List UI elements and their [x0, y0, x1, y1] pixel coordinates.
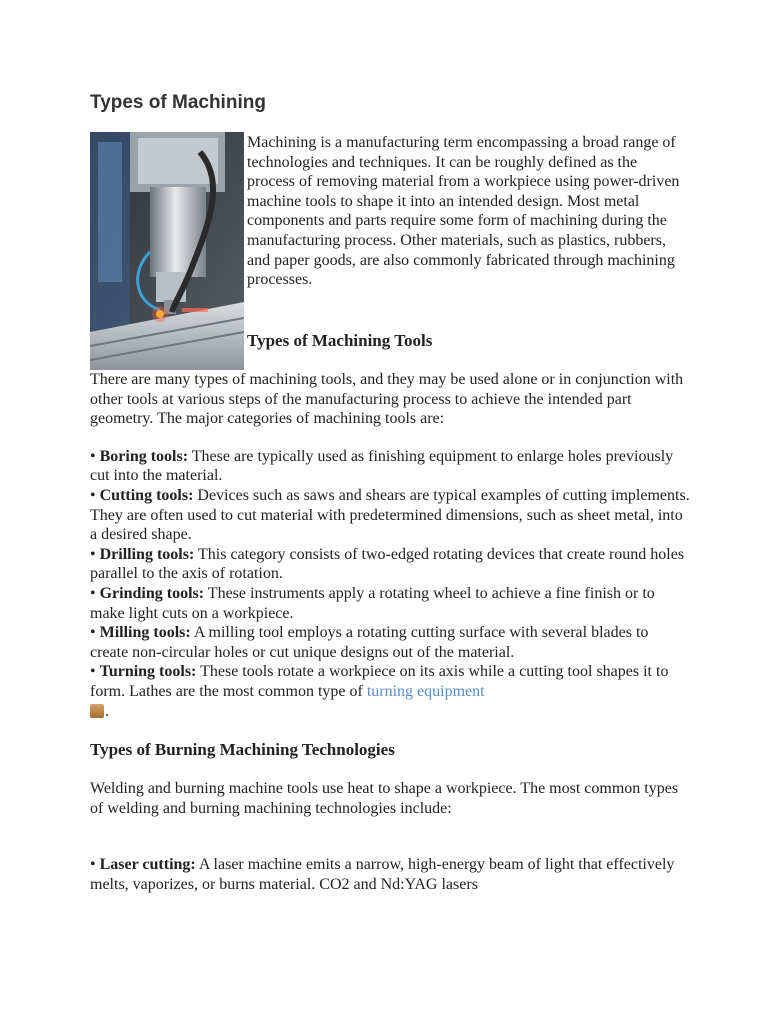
list-item-desc: A milling tool employs a rotating cutting surface with several blades to create non-circular holes or cut unique designs out of the material.	[90, 624, 649, 661]
intro-paragraph: Machining is a manufacturing term encompassing a broad range of technologies and techniques. It can be roughly defined as the process of removing material from a workpiece using power-driven machine tools to shape it into an intended design. Most metal components and parts require some form of machining during the manufacturing process. Other materials, such as plastics, rubbers, and paper goods, are also commonly fabricated through machining processes.	[247, 134, 680, 289]
list-item: • Drilling tools: This category consists of two-edged rotating devices that create round holes parallel to the axis of rotation.	[90, 545, 685, 583]
burning-heading: Types of Burning Machining Technologies	[90, 740, 395, 760]
list-item-term: Laser cutting:	[99, 856, 196, 874]
turning-equipment-link[interactable]: turning equipment	[366, 682, 485, 700]
list-item-term: Drilling tools:	[99, 545, 195, 563]
cnc-machine-illustration	[90, 132, 244, 370]
list-item-desc: A laser machine emits a narrow, high-energy beam of light that effectively melts, vaporizes, or burns material. CO2 and Nd:YAG lasers	[90, 856, 675, 893]
tools-heading: Types of Machining Tools	[247, 331, 433, 350]
list-item: • Laser cutting: A laser machine emits a narrow, high-energy beam of light that effectively melts, vaporizes, or burns material. CO2 and Nd:YAG lasers	[90, 856, 675, 893]
list-item-term: Turning tools:	[99, 663, 197, 681]
list-item-desc: This category consists of two-edged rotating devices that create round holes parallel to the axis of rotation.	[90, 545, 685, 583]
list-item-desc: Devices such as saws and shears are typical examples of cutting implements. They are often used to cut material with predetermined dimensions, such as sheet metal, into a desired shape.	[90, 486, 690, 544]
list-item: • Boring tools: These are typically used as finishing equipment to enlarge holes previously cut into the material.	[90, 447, 674, 485]
list-item-term: Milling tools:	[99, 624, 191, 642]
list-item: • Turning tools: These tools rotate a workpiece on its axis while a cutting tool shapes it to form. Lathes are the most common type of turning equipment .	[90, 663, 669, 720]
tools-intro-paragraph: There are many types of machining tools, and they may be used alone or in conjunction with other tools at various steps of the manufacturing process to achieve the intended part geometry. The major categories of machining tools are:	[90, 371, 684, 428]
page-title: Types of Machining	[90, 92, 266, 113]
list-item-desc: These instruments apply a rotating wheel to achieve a fine finish or to make light cuts on a workpiece.	[90, 584, 655, 622]
image-thumbnail-icon[interactable]	[90, 704, 104, 718]
list-item: • Grinding tools: These instruments apply a rotating wheel to achieve a fine finish or to make light cuts on a workpiece.	[90, 584, 655, 622]
cnc-machine-photo	[90, 132, 244, 370]
list-item-term: Cutting tools:	[99, 486, 194, 504]
list-item-desc: These tools rotate a workpiece on its axis while a cutting tool shapes it to form. Lathes are the most common type of	[90, 663, 669, 700]
body-content	[90, 370, 690, 894]
list-item-term: Boring tools:	[99, 447, 189, 465]
list-item-desc: These are typically used as finishing equipment to enlarge holes previously cut into the material.	[90, 447, 674, 485]
burning-intro-paragraph: Welding and burning machine tools use heat to shape a workpiece. The most common types of welding and burning machining technologies include:	[90, 780, 679, 817]
list-item: • Cutting tools: Devices such as saws and shears are typical examples of cutting implements. They are often used to cut material with predetermined dimensions, such as sheet metal, into a desired shape.	[90, 486, 690, 544]
list-item-term: Grinding tools:	[99, 584, 205, 602]
list-item: • Milling tools: A milling tool employs a rotating cutting surface with several blades to create non-circular holes or cut unique designs out of the material.	[90, 624, 649, 661]
